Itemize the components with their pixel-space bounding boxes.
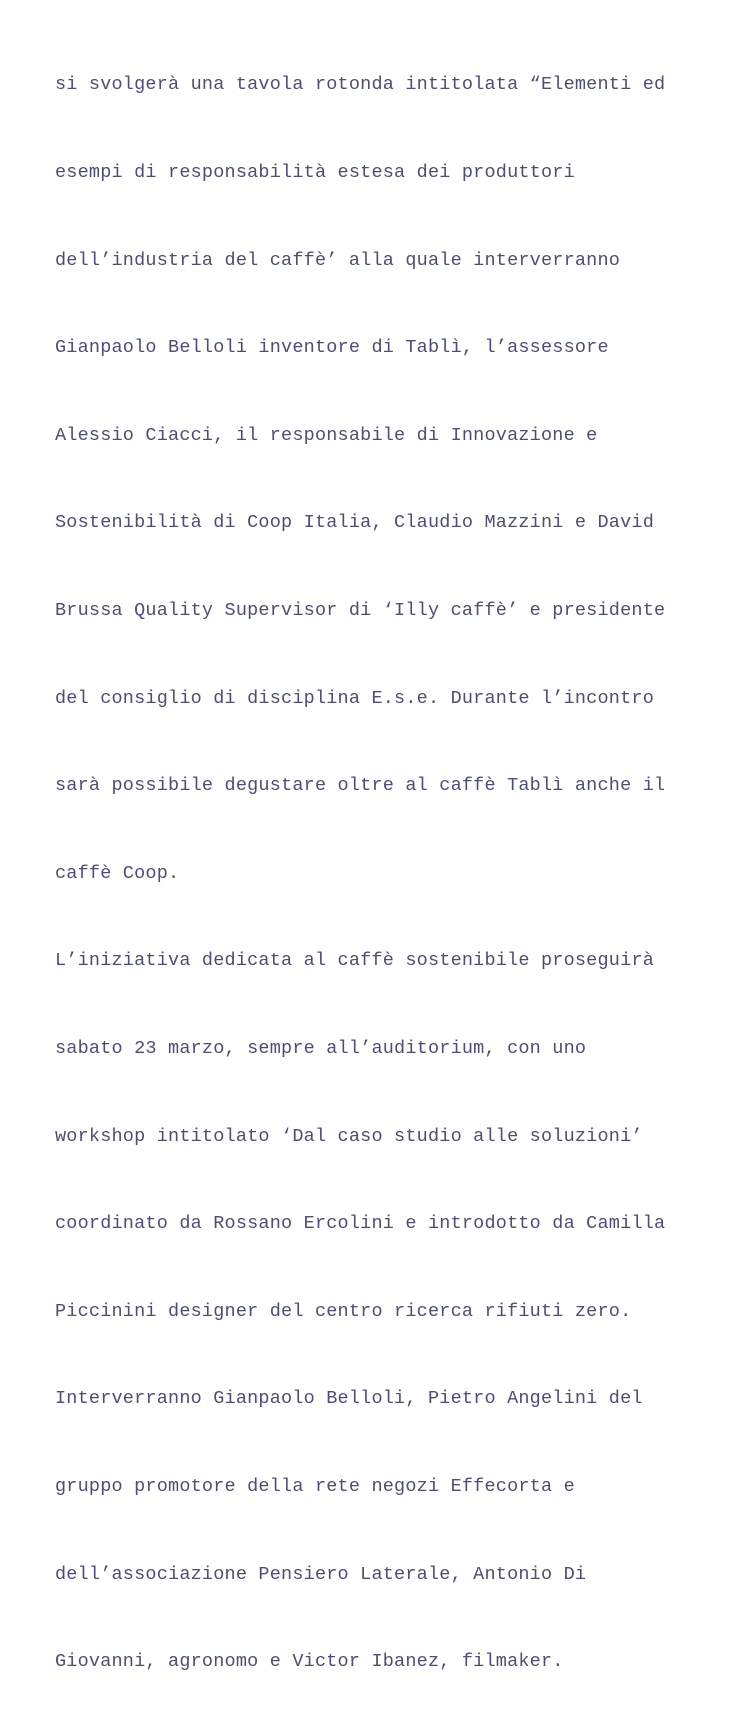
document-body-text: [55, 12, 745, 1735]
text-line: Brussa Quality Supervisor di ‘Illy caffè’ e presidente: [55, 599, 666, 621]
text-line: workshop intitolato ‘Dal caso studio alle soluzioni’: [55, 1125, 643, 1147]
text-line: Interverranno Gianpaolo Belloli, Pietro Angelini del: [55, 1388, 643, 1410]
text-line: Alessio Ciacci, il responsabile di Innovazione e: [55, 424, 598, 446]
text-line: gruppo promotore della rete negozi Effecorta e: [55, 1475, 575, 1497]
text-line: del consiglio di disciplina E.s.e. Durante l’incontro: [55, 687, 654, 709]
text-line: Gianpaolo Belloli inventore di Tablì, l’assessore: [55, 337, 609, 359]
text-line: si svolgerà una tavola rotonda intitolata “Elementi ed: [55, 74, 666, 96]
text-line: sarà possibile degustare oltre al caffè Tablì anche il: [55, 775, 666, 797]
text-line: coordinato da Rossano Ercolini e introdotto da Camilla: [55, 1213, 666, 1235]
text-line: Giovanni, agronomo e Victor Ibanez, filmaker.: [55, 1651, 564, 1673]
text-line: Piccinini designer del centro ricerca rifiuti zero.: [55, 1300, 632, 1322]
text-line: caffè Coop.: [55, 862, 180, 884]
text-line: esempi di responsabilità estesa dei produttori: [55, 162, 575, 183]
text-line: dell’industria del caffè’ alla quale interverranno: [55, 249, 621, 271]
text-line: Sostenibilità di Coop Italia, Claudio Mazzini e David: [55, 512, 654, 534]
text-line: sabato 23 marzo, sempre all’auditorium, con uno: [55, 1037, 587, 1059]
text-line: L’iniziativa dedicata al caffè sostenibile proseguirà: [55, 950, 654, 972]
text-line: dell’associazione Pensiero Laterale, Antonio Di: [55, 1563, 587, 1585]
